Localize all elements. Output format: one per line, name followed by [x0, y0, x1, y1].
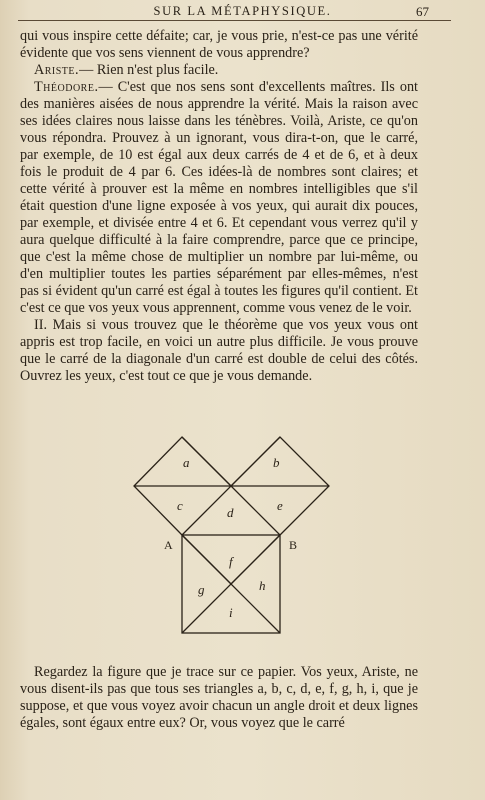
outer-outline [134, 437, 329, 584]
paragraph-figure-explanation: Regardez la figure que je trace sur ce papier. Vos yeux, Ariste, ne vous disent-ils pas que tous ses triangles a, b, c, d, e, f, g, h, i, que je suppose, et que vous voyez avoir chacun un angle droit et deux lignes égales, sont égaux entre eux? Or, vous voyez que le carré [20, 664, 418, 731]
label-i: i [229, 605, 233, 620]
paragraph-ariste [20, 62, 418, 79]
header-rule [18, 20, 451, 21]
lower-text-block [20, 664, 418, 732]
speaker-name-ariste: Ariste. [34, 62, 80, 78]
label-h: h [259, 578, 266, 593]
square-diagonal-1 [182, 535, 280, 633]
page-number: 67 [416, 4, 429, 19]
ariste-reply: — Rien n'est plus facile. [79, 62, 219, 78]
label-d: d [227, 505, 234, 520]
diagonal-up [182, 437, 280, 535]
corner-label-b: B [289, 538, 298, 552]
label-g: g [198, 582, 205, 597]
corner-label-a: A [164, 538, 173, 552]
lower-square [182, 535, 280, 633]
diagonal-down [182, 437, 280, 535]
label-a: a [183, 455, 190, 470]
running-title: SUR LA MÉTAPHYSIQUE. [153, 4, 332, 18]
square-diagonal-2 [182, 535, 280, 633]
paragraph-theodore [20, 79, 418, 317]
figure-lines [134, 437, 329, 633]
label-f: f [229, 554, 233, 569]
theodore-reply: — C'est que nos sens sont d'excellents maîtres. Ils ont des manières aisées de nous apprendre la vérité. Mais la raison avec ses idées claires nous laisse dans les ténèbres. Voilà, Ariste, ce qu'on vous répondra. Prouvez à un ignorant, vous dira-t-on, que le carré, par exemple, de 10 est égal aux deux carrés de 4 et de 6, et à deux fois le produit de 4 par 6. Ces idées-là de nombres sont claires; et cette vérité à prouver est la même en nombres intelligibles que s'il était question d'une ligne exposée à vos yeux, qui aurait dix pouces, par exemple, et divisée entre 4 et 6. Et cependant vous verrez qu'il y aura quelque difficulté à la faire comprendre, parce que ce principe, que c'est la même chose de multiplier un nombre par lui-même, ou d'en multiplier toutes les parties séparément par elles-mêmes, n'est pas si évident qu'un carré est égal à toutes les figures qu'il contient. Et c'est ce que vos yeux vous apprennent, comme vous venez de le voir. [20, 79, 418, 316]
paragraph-section-two: II. Mais si vous trouvez que le théorème que vos yeux vous ont appris est trop facile, en voici un autre plus difficile. Je vous prouve que le carré de la diagonale d'un carré est double de celui des côtés. Ouvrez les yeux, c'est tout ce que je vous demande. [20, 317, 418, 384]
label-e: e [277, 498, 283, 513]
label-b: b [273, 455, 280, 470]
label-c: c [177, 498, 183, 513]
paragraph-continuation: qui vous inspire cette défaite; car, je vous prie, n'est-ce pas une vérité évidente que vos sens viennent de vous apprendre? [20, 28, 418, 61]
speaker-name-theodore: Théodore. [34, 79, 99, 95]
upper-text-block [20, 28, 418, 385]
